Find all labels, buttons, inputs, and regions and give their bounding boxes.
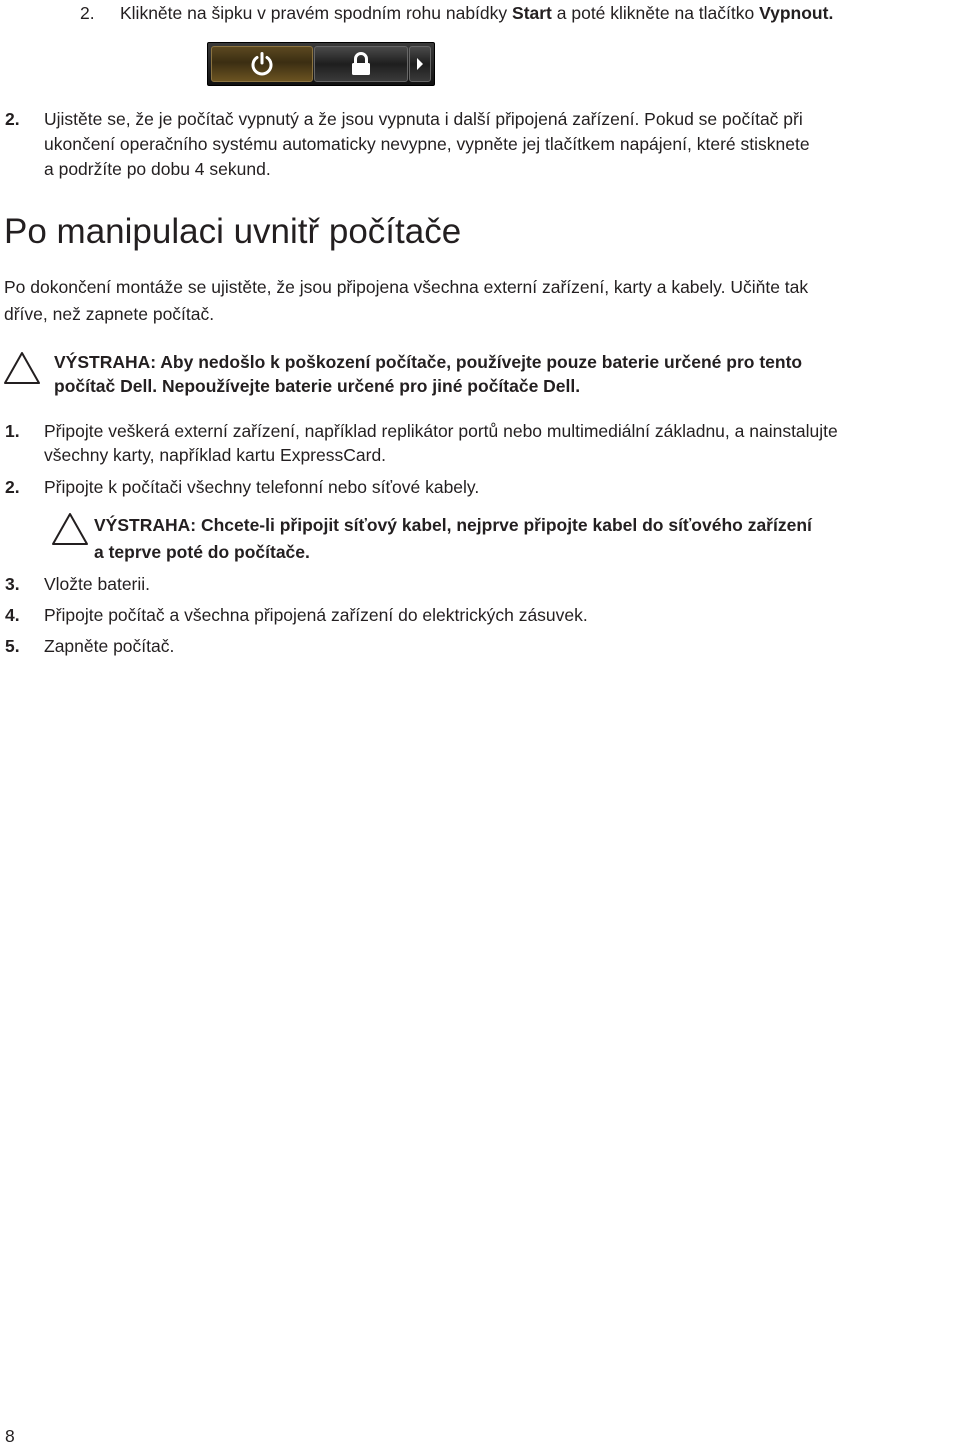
warning-1-line-1: VÝSTRAHA: Aby nedošlo k poškození počítače, používejte pouze baterie určené pro tento	[54, 352, 803, 372]
step-5-line-1: Zapněte počítač.	[44, 636, 175, 656]
step-2-line-1: Ujistěte se, že je počítač vypnutý a že jsou vypnuta i další připojená zařízení. Pokud se počítač při	[44, 109, 803, 129]
top-step-number: 2.	[80, 3, 95, 23]
warning-icon	[2, 350, 42, 386]
arrow-right-icon	[415, 57, 425, 71]
power-icon	[249, 51, 275, 77]
section-intro-line-1: Po dokončení montáže se ujistěte, že jsou připojena všechna externí zařízení, karty a kabely. Učiňte tak	[4, 277, 809, 297]
step-5-number: 5.	[5, 636, 20, 656]
step-2-line-2: ukončení operačního systému automaticky nevypne, vypněte jej tlačítkem napájení, které stisknete	[44, 134, 810, 154]
step-2b-number: 2.	[5, 477, 20, 497]
top-step	[80, 0, 95, 26]
step-4-line-1: Připojte počítač a všechna připojená zařízení do elektrických zásuvek.	[44, 605, 588, 625]
step-2b-line-1: Připojte k počítači všechny telefonní nebo síťové kabely.	[44, 477, 480, 497]
lock-button[interactable]	[314, 46, 408, 82]
warning-1-line-2: počítač Dell. Nepoužívejte baterie určené pro jiné počítače Dell.	[54, 376, 581, 396]
lock-icon	[349, 51, 373, 77]
section-heading: Po manipulaci uvnitř počítače	[4, 212, 462, 251]
section-intro-line-2: dříve, než zapnete počítač.	[4, 304, 215, 324]
step-4-number: 4.	[5, 605, 20, 625]
warning-2-line-2: a teprve poté do počítače.	[94, 542, 310, 562]
shutdown-options-arrow[interactable]	[409, 46, 431, 82]
shutdown-button[interactable]	[211, 46, 313, 82]
step-2-number: 2.	[5, 109, 20, 129]
top-step-text: Klikněte na šipku v pravém spodním rohu nabídky Start a poté klikněte na tlačítko Vypnout.	[120, 3, 834, 23]
warning-2-line-1: VÝSTRAHA: Chcete-li připojit síťový kabel, nejprve připojte kabel do síťového zařízení	[94, 515, 812, 535]
step-2-line-3: a podržíte po dobu 4 sekund.	[44, 159, 271, 179]
warning-icon	[50, 511, 90, 547]
page-number: 8	[5, 1426, 15, 1446]
step-1-number: 1.	[5, 421, 20, 441]
start-menu-shutdown-bar	[207, 42, 435, 86]
step-3-line-1: Vložte baterii.	[44, 574, 151, 594]
step-3-number: 3.	[5, 574, 20, 594]
step-1-line-1: Připojte veškerá externí zařízení, například replikátor portů nebo multimediální základnu, a nainstalujte	[44, 421, 838, 441]
step-1-line-2: všechny karty, například kartu ExpressCard.	[44, 445, 387, 465]
